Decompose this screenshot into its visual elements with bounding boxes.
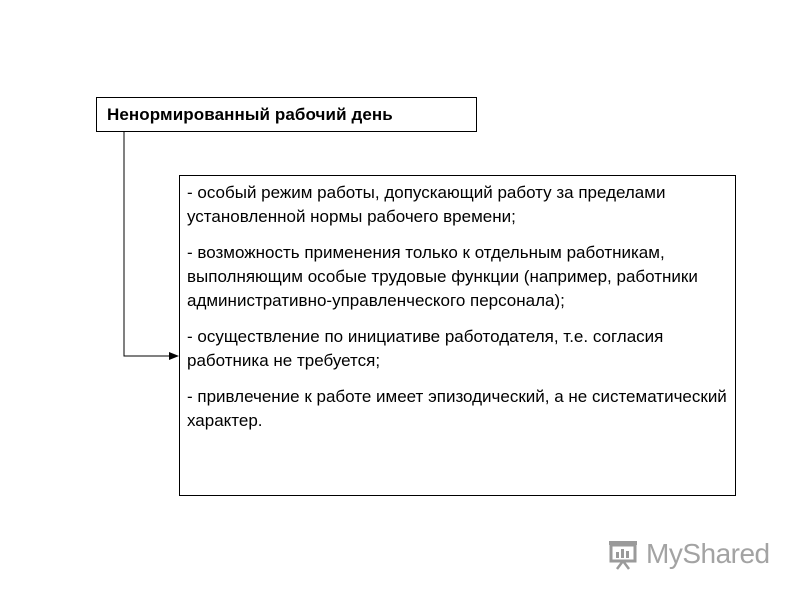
list-item: - возможность применения только к отдельным работникам, выполняющим особые трудовые функции (например, работники административно-управленческого персонала); [187, 243, 698, 310]
connector-line [124, 132, 172, 356]
list-item: - привлечение к работе имеет эпизодический, а не систематический характер. [187, 387, 727, 430]
watermark-text: MyShared [646, 538, 770, 569]
list-item: - особый режим работы, допускающий работу за пределами установленной нормы рабочего времени; [187, 183, 666, 226]
arrowhead-icon [169, 352, 179, 360]
diagram-title: Ненормированный рабочий день [107, 104, 393, 124]
diagram-title-box [96, 97, 477, 132]
list-item: - осуществление по инициативе работодателя, т.е. согласия работника не требуется; [187, 327, 664, 370]
watermark [606, 537, 770, 571]
diagram-content-box [179, 175, 736, 496]
presentation-board-icon [606, 537, 640, 571]
